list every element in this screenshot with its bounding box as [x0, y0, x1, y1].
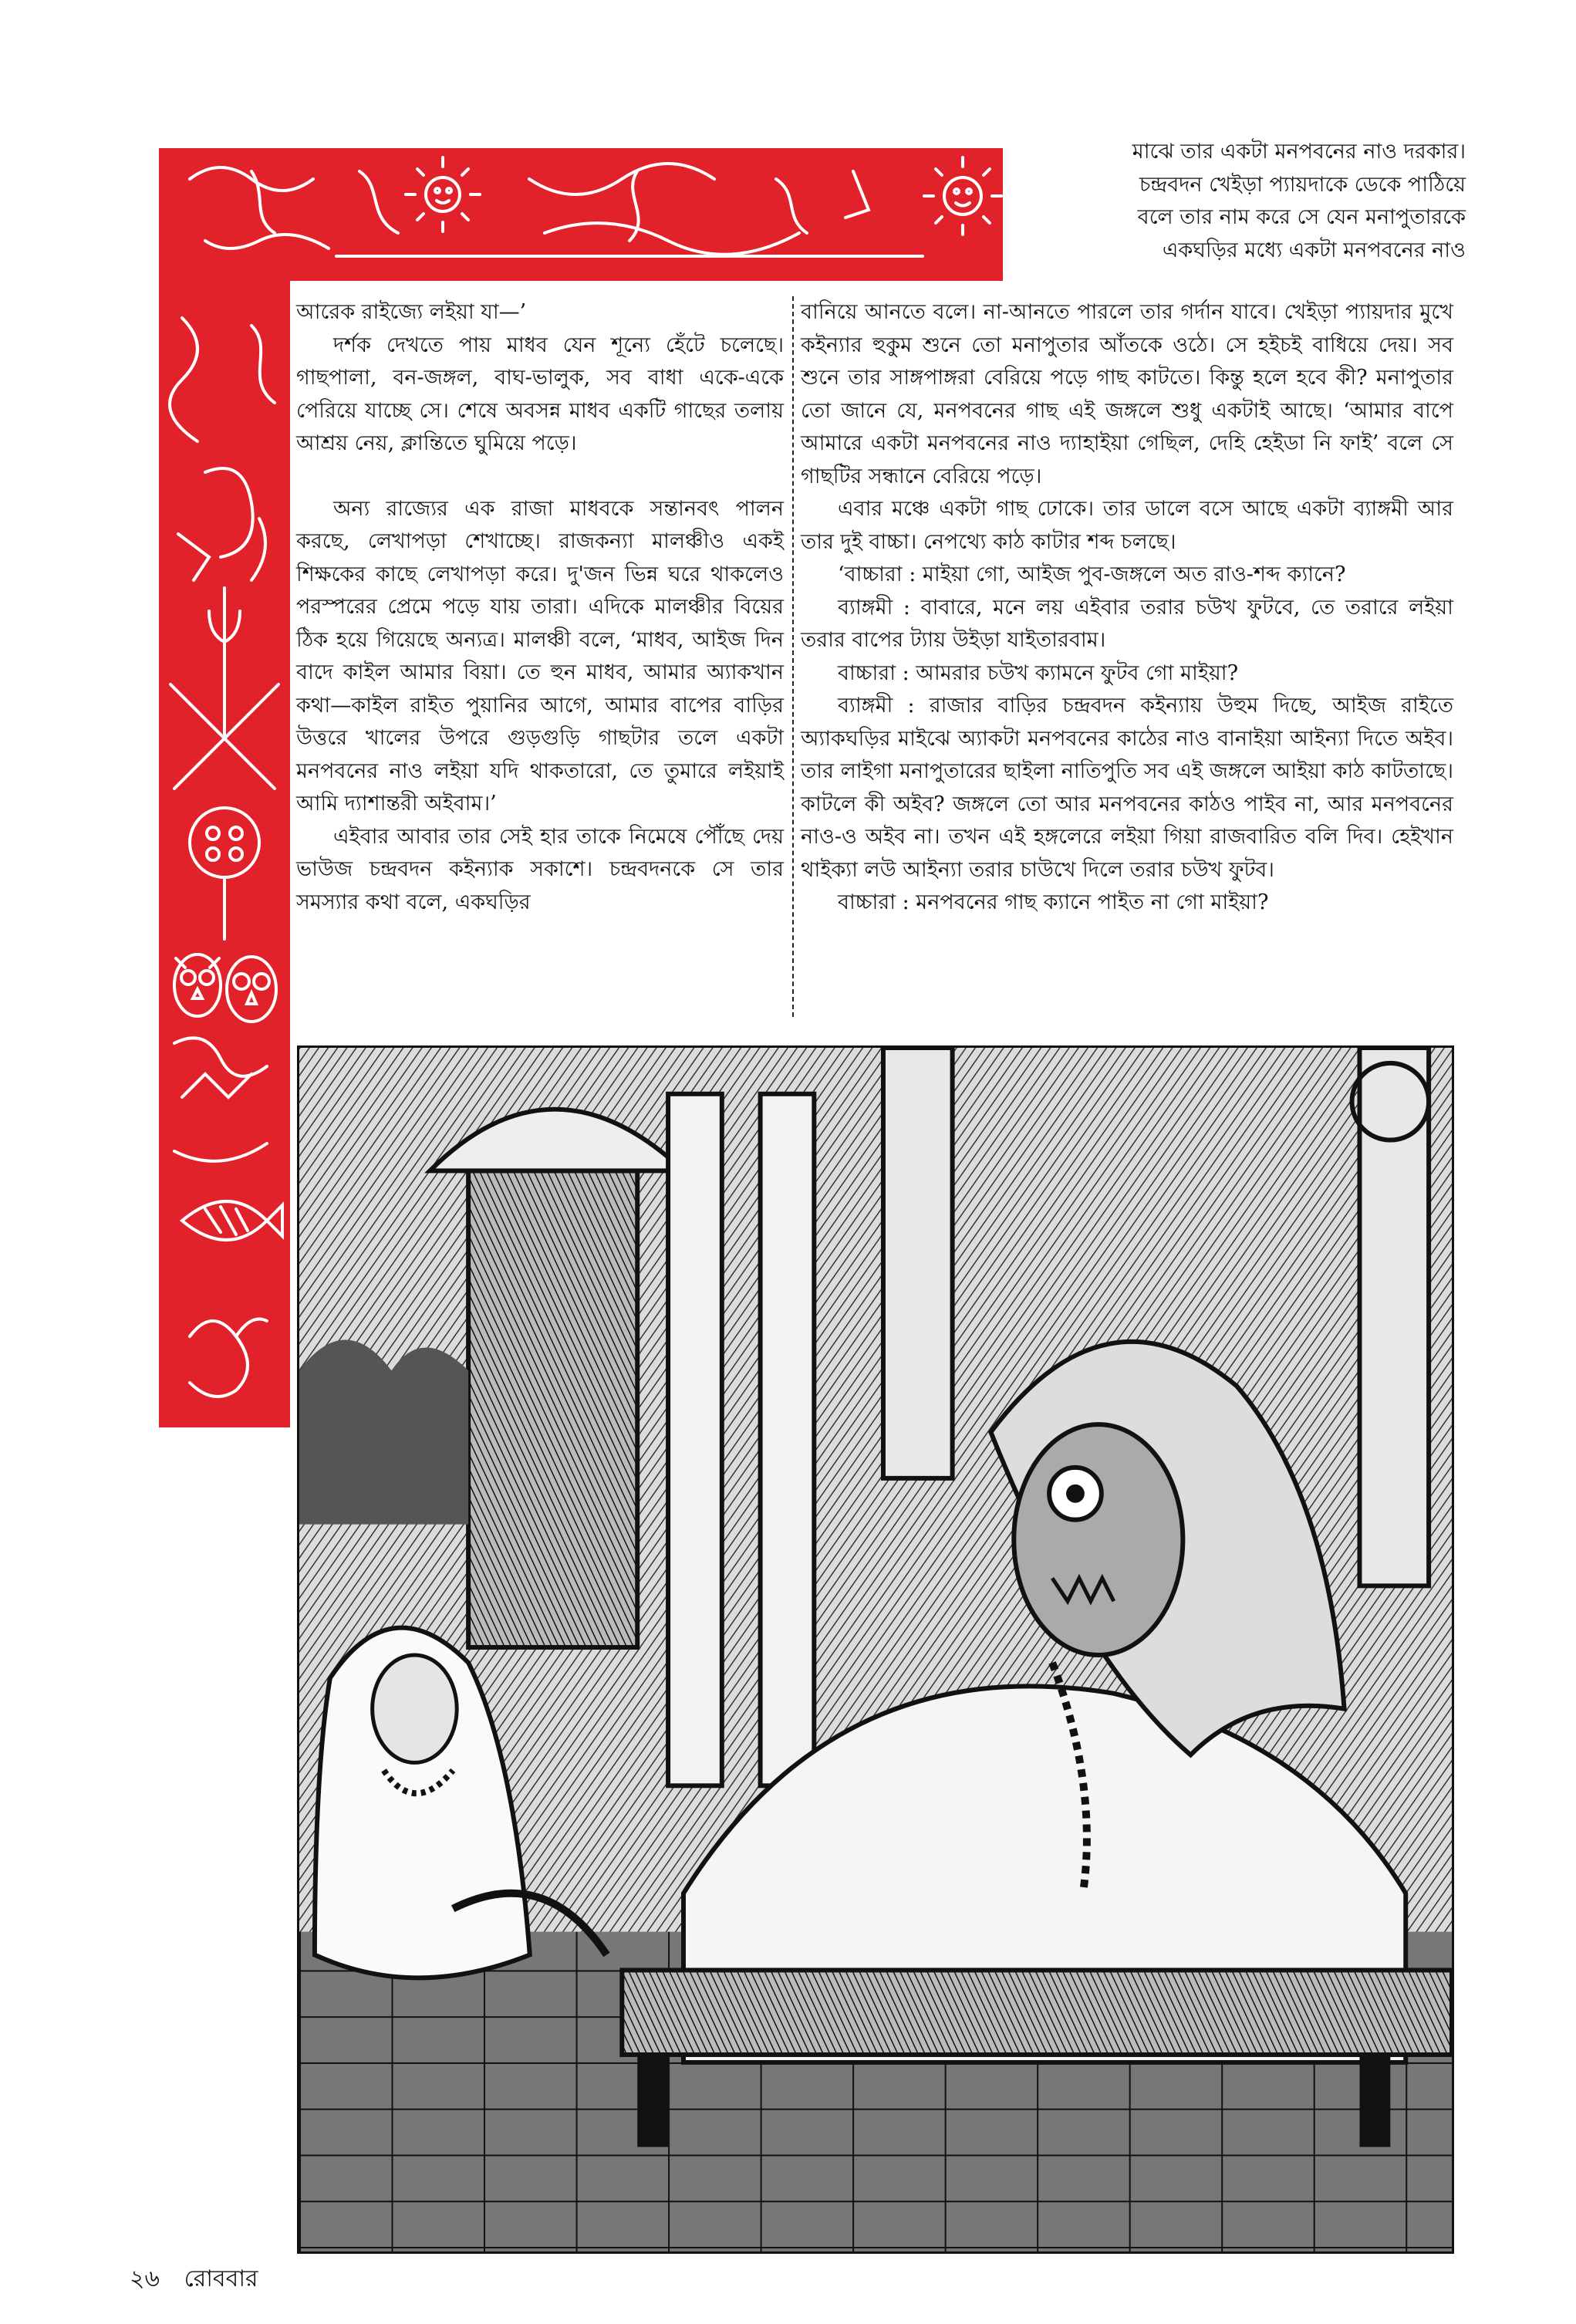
paragraph: অন্য রাজ্যের এক রাজা মাধবকে সন্তানবৎ পালন করছে, লেখাপড়া শেখাচ্ছে। রাজকন্যা মালঞ্চীও একই শিক্ষকের কাছে লেখাপড়া করে। দু'জন ভিন্ন ঘরে থাকলেও পরস্পরের প্রেমে পড়ে যায় তারা। এদিকে মালঞ্চীর বিয়ের ঠিক হয়ে গিয়েছে অন্যত্র। মালঞ্চী বলে, ‘মাধব, আইজ দিন বাদে কাইল আমার বিয়া। তে হুন মাধব, আমার অ্যাকখান কথা—কাইল রাইত পুয়ানির আগে, আমার বাপের বাড়ির উত্তরে খালের উপরে গুড়গুড়ি গাছটার তলে একটা মনপবনের নাও লইয়া যদি থাকতারো, তে তুমারে লইয়াই আমি দ্যাশান্তরী অইবাম।’ [296, 496, 784, 816]
top-right-column [1024, 136, 1466, 267]
magazine-name: রোববার [184, 2265, 258, 2292]
paragraph: আরেক রাইজ্যে লইয়া যা—’ [296, 300, 527, 324]
column-divider [792, 296, 794, 1017]
paragraph: চন্দ্রবদন খেইড়া প্যায়দাকে ডেকে পাঠিয়ে [1139, 172, 1466, 197]
decorative-frame-left [159, 148, 290, 1427]
paragraph: দর্শক দেখতে পায় মাধব যেন শূন্যে হেঁটে চলেছে। গাছপালা, বন-জঙ্গল, বাঘ-ভালুক, সব বাধা একে-একে পেরিয়ে যাচ্ছে সে। শেষে অবসন্ন মাধব একটি গাছের তলায় আশ্রয় নেয়, ক্লান্তিতে ঘুমিয়ে পড়ে। [296, 333, 784, 455]
dialogue-line: বাচ্চারা : মনপবনের গাছ ক্যানে পাইত না গো মাইয়া? [838, 890, 1269, 914]
paragraph: এইবার আবার তার সেই হার তাকে নিমেষে পৌঁছে দেয় ভাউজ চন্দ্রবদন কইন্যাক সকাশে। চন্দ্রবদনকে সে তার সমস্যার কথা বলে, একঘড়ির [296, 824, 784, 914]
paragraph: বলে তার নাম করে সে যেন মনাপুতারকে [1137, 205, 1466, 229]
dialogue-line: ব্যাঙ্গমী : রাজার বাড়ির চন্দ্রবদন কইন্যায় উহুম দিছে, আইজ রাইতে অ্যাকঘড়ির মাইঝে অ্যাকটা মনপবনের কাঠের নাও বানাইয়া আইন্যা দিতে অইব। তার লাইগা মনাপুতারের ছাইলা নাতিপুতি সব এই জঙ্গলে আইয়া কাঠ কাটতাছে। কাটলে কী অইব? জঙ্গলে তো আর মনপবনের কাঠও পাইব না, আর মনপবনের নাও-ও অইব না। তখন এই হঙ্গলেরে লইয়া গিয়া রাজবারিত বলি দিব। হেইখান থাইক্যা লউ আইন্যা তরার চাউখে দিলে তরার চউখ ফুটব। [801, 694, 1453, 882]
paragraph: একঘড়ির মধ্যে একটা মনপবনের নাও [1162, 238, 1466, 262]
dialogue-line: ব্যাঙ্গমী : বাবারে, মনে লয় এইবার তরার চউখ ফুটবে, তে তরারে লইয়া তরার বাপের ট্যায় উইড়া যাইতারবাম। [801, 595, 1453, 652]
woodcut-illustration [297, 1045, 1454, 2254]
page-number: ২৬ [130, 2265, 160, 2292]
paragraph: এবার মঞ্চে একটা গাছ ঢোকে। তার ডালে বসে আছে একটা ব্যাঙ্গমী আর তার দুই বাচ্চা। নেপথ্যে কাঠ কাটার শব্দ চলছে। [801, 497, 1453, 554]
dialogue-line: ‘বাচ্চারা : মাইয়া গো, আইজ পুব-জঙ্গলে অত রাও-শব্দ ক্যানে? [838, 562, 1346, 586]
dialogue-line: বাচ্চারা : আমরার চউখ ক্যামনে ফুটব গো মাইয়া? [838, 660, 1239, 685]
left-column [296, 296, 784, 919]
paragraph: বানিয়ে আনতে বলে। না-আনতে পারলে তার গর্দান যাবে। খেইড়া প্যায়দার মুখে কইন্যার হুকুম শুনে তো মনাপুতার আঁতকে ওঠে। সে হইচই বাধিয়ে দেয়। সব শুনে তার সাঙ্গপাঙ্গরা বেরিয়ে পড়ে গাছ কাটতে। কিন্তু হলে হবে কী? মনাপুতার তো জানে যে, মনপবনের গাছ এই জঙ্গলে শুধু একটাই আছে। ‘আমার বাপে আমারে একটা মনপবনের নাও দ্যাহাইয়া গেছিল, দেহি হেইডা নি ফাই’ বলে সে গাছটির সন্ধানে বেরিয়ে পড়ে। [801, 300, 1453, 488]
page-footer [130, 2264, 275, 2295]
paragraph: মাঝে তার একটা মনপবনের নাও দরকার। [1132, 140, 1466, 164]
right-column [801, 296, 1453, 920]
